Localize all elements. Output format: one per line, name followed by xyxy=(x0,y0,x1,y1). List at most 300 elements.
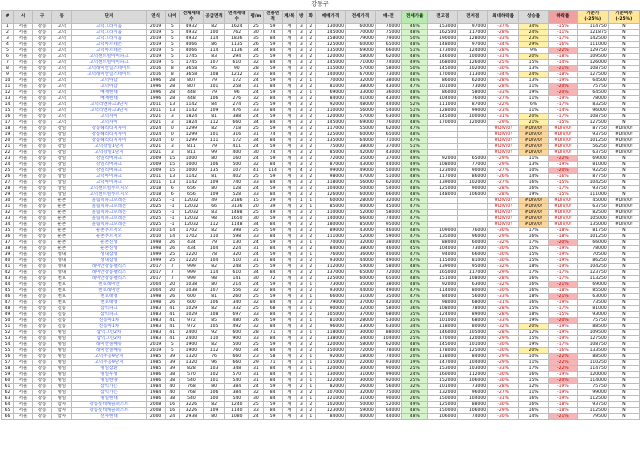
table-cell[interactable]: N xyxy=(608,384,639,390)
table-cell[interactable]: 32 xyxy=(249,324,263,330)
table-cell[interactable]: 47% xyxy=(402,294,428,300)
table-cell[interactable]: -29% xyxy=(488,354,519,360)
table-cell[interactable]: -19% xyxy=(549,78,578,84)
table-cell[interactable]: -21% xyxy=(549,294,578,300)
table-cell[interactable]: 강동 xyxy=(33,324,52,330)
table-cell[interactable]: 1140 xyxy=(225,408,249,414)
table-cell[interactable]: 3 xyxy=(297,30,307,36)
table-cell[interactable]: -15% xyxy=(549,192,578,198)
table-cell[interactable]: 102000 xyxy=(458,180,488,186)
table-cell[interactable]: 2 xyxy=(306,192,316,198)
table-cell[interactable]: 강일 xyxy=(52,150,72,156)
table-cell[interactable]: 1999 xyxy=(146,252,165,258)
table-cell[interactable]: 2 xyxy=(306,144,316,150)
table-cell[interactable]: 132000 xyxy=(428,390,458,396)
table-cell[interactable]: 삼익가든 xyxy=(72,390,146,396)
table-cell[interactable]: 서울 xyxy=(13,198,32,204)
table-cell[interactable]: N xyxy=(608,90,639,96)
table-cell[interactable]: 32 xyxy=(249,300,263,306)
table-cell[interactable]: 49000 xyxy=(375,258,401,264)
table-cell[interactable]: 암사 xyxy=(52,408,72,414)
table-cell[interactable]: 강동 xyxy=(33,60,52,66)
table-cell[interactable]: 강일 xyxy=(52,144,72,150)
table-cell[interactable]: 계 xyxy=(282,306,296,312)
table-cell[interactable]: 84 xyxy=(263,108,282,114)
table-cell[interactable]: 59 xyxy=(263,144,282,150)
table-cell[interactable]: 52000 xyxy=(345,210,375,216)
table-cell[interactable]: 16% xyxy=(519,408,549,414)
table-cell[interactable]: 3658 xyxy=(179,72,203,78)
table-cell[interactable]: 107 xyxy=(225,168,249,174)
table-cell[interactable]: 148000 xyxy=(428,42,458,48)
table-cell[interactable]: 계 xyxy=(282,234,296,240)
table-cell[interactable]: 2016 xyxy=(146,72,165,78)
column-header[interactable]: 하락률 xyxy=(549,11,578,24)
table-cell[interactable]: 16% xyxy=(519,372,549,378)
table-cell[interactable]: 54000 xyxy=(345,264,375,270)
table-cell[interactable]: 125000 xyxy=(428,186,458,192)
table-cell[interactable]: 강동 xyxy=(33,66,52,72)
table-cell[interactable]: 17 xyxy=(2,120,14,126)
table-cell[interactable]: 2009 xyxy=(146,168,165,174)
table-cell[interactable]: -1 xyxy=(165,204,179,210)
table-cell[interactable]: N xyxy=(608,390,639,396)
table-cell[interactable]: 19% xyxy=(519,342,549,348)
table-cell[interactable]: 110000 xyxy=(316,108,346,114)
table-cell[interactable]: 47% xyxy=(402,126,428,132)
table-cell[interactable]: 35% xyxy=(402,318,428,324)
table-cell[interactable]: 47% xyxy=(402,270,428,276)
table-cell[interactable]: 강동 xyxy=(33,168,52,174)
table-cell[interactable]: 65000 xyxy=(375,276,401,282)
table-cell[interactable]: 59 xyxy=(263,216,282,222)
table-cell[interactable]: 62000 xyxy=(375,180,401,186)
table-cell[interactable]: 158000 xyxy=(316,36,346,42)
table-cell[interactable]: 86 xyxy=(203,42,225,48)
table-cell[interactable]: 3 xyxy=(297,96,307,102)
table-cell[interactable]: 48000 xyxy=(345,102,375,108)
table-cell[interactable]: 84 xyxy=(263,84,282,90)
table-cell[interactable]: 3 xyxy=(297,222,307,228)
table-cell[interactable]: 78000 xyxy=(458,306,488,312)
table-cell[interactable]: 3 xyxy=(297,408,307,414)
table-cell[interactable]: N xyxy=(608,324,639,330)
table-cell[interactable]: -22% xyxy=(549,354,578,360)
table-cell[interactable]: #DIV/0! xyxy=(519,150,549,156)
table-cell[interactable]: 81000 xyxy=(577,306,608,312)
table-cell[interactable]: 84 xyxy=(203,102,225,108)
table-cell[interactable]: 19% xyxy=(519,90,549,96)
table-cell[interactable]: 성내삼성 xyxy=(72,258,146,264)
table-cell[interactable]: 서울 xyxy=(13,90,32,96)
table-cell[interactable]: 2009 xyxy=(146,156,165,162)
table-cell[interactable]: 10% xyxy=(519,168,549,174)
table-cell[interactable]: 1998 xyxy=(146,300,165,306)
table-cell[interactable]: -17% xyxy=(549,276,578,282)
table-cell[interactable]: 52000 xyxy=(345,234,375,240)
table-cell[interactable]: 73000 xyxy=(375,72,401,78)
table-cell[interactable]: 강동 xyxy=(33,150,52,156)
table-cell[interactable]: 2 xyxy=(306,210,316,216)
table-cell[interactable]: 45% xyxy=(402,246,428,252)
table-cell[interactable]: 41 xyxy=(165,306,179,312)
table-cell[interactable]: 84 xyxy=(263,396,282,402)
table-cell[interactable]: 84 xyxy=(263,348,282,354)
table-cell[interactable]: 계 xyxy=(282,324,296,330)
table-cell[interactable]: N xyxy=(608,102,639,108)
table-cell[interactable]: 2 xyxy=(306,258,316,264)
table-cell[interactable]: 서울 xyxy=(13,288,32,294)
table-cell[interactable]: 660 xyxy=(225,354,249,360)
table-cell[interactable]: 153000 xyxy=(428,24,458,30)
table-cell[interactable]: 697 xyxy=(225,312,249,318)
table-cell[interactable]: #DIV/0! xyxy=(488,144,519,150)
table-cell[interactable]: #DIV/0! xyxy=(488,126,519,132)
table-cell[interactable]: 계 xyxy=(282,156,296,162)
table-cell[interactable]: 3 xyxy=(297,306,307,312)
table-cell[interactable]: 천호태영 xyxy=(72,300,146,306)
table-cell[interactable]: 41 xyxy=(165,318,179,324)
table-cell[interactable]: 139000 xyxy=(428,264,458,270)
table-cell[interactable]: 811 xyxy=(179,144,203,150)
table-cell[interactable]: 47% xyxy=(402,258,428,264)
table-cell[interactable]: 2004 xyxy=(146,282,165,288)
table-cell[interactable]: 63 xyxy=(2,396,14,402)
table-cell[interactable]: 48 xyxy=(2,306,14,312)
table-cell[interactable]: 39 xyxy=(165,354,179,360)
table-cell[interactable]: N xyxy=(608,66,639,72)
table-cell[interactable]: 강일리버파크 xyxy=(72,162,146,168)
table-cell[interactable]: 11% xyxy=(519,360,549,366)
table-cell[interactable]: 63000 xyxy=(375,324,401,330)
table-cell[interactable]: 계 xyxy=(282,228,296,234)
table-cell[interactable]: -18% xyxy=(549,234,578,240)
table-cell[interactable]: 계 xyxy=(282,384,296,390)
table-cell[interactable]: 2021 xyxy=(146,150,165,156)
table-cell[interactable]: 97000 xyxy=(458,24,488,30)
table-cell[interactable]: -1 xyxy=(165,198,179,204)
table-cell[interactable]: #DIV/0! xyxy=(519,198,549,204)
table-cell[interactable]: 56 xyxy=(2,354,14,360)
table-cell[interactable]: 111000 xyxy=(428,102,458,108)
table-cell[interactable]: 1996 xyxy=(146,90,165,96)
table-cell[interactable]: 서울 xyxy=(13,180,32,186)
table-cell[interactable]: -32% xyxy=(488,264,519,270)
table-cell[interactable]: 103 xyxy=(203,366,225,372)
table-cell[interactable]: 63000 xyxy=(375,114,401,120)
table-cell[interactable]: 76000 xyxy=(316,252,346,258)
table-cell[interactable]: 59000 xyxy=(375,234,401,240)
table-cell[interactable]: #DIV/0! xyxy=(549,126,578,132)
table-cell[interactable]: 85500 xyxy=(577,288,608,294)
table-cell[interactable]: 84 xyxy=(263,180,282,186)
table-cell[interactable]: 20% xyxy=(519,54,549,60)
table-cell[interactable]: 81750 xyxy=(577,228,608,234)
table-cell[interactable]: 3 xyxy=(297,138,307,144)
table-cell[interactable]: 500 xyxy=(225,342,249,348)
table-cell[interactable]: -21% xyxy=(549,282,578,288)
table-cell[interactable]: 1038 xyxy=(179,288,203,294)
table-cell[interactable]: 서울 xyxy=(13,342,32,348)
table-cell[interactable]: 152000 xyxy=(428,378,458,384)
table-cell[interactable]: 1299 xyxy=(179,132,203,138)
table-cell[interactable]: 1824 xyxy=(179,114,203,120)
table-cell[interactable]: 81000 xyxy=(458,258,488,264)
table-cell[interactable]: 서울 xyxy=(13,210,32,216)
table-cell[interactable]: 29 xyxy=(2,192,14,198)
table-cell[interactable]: 811 xyxy=(179,150,203,156)
table-cell[interactable]: 41 xyxy=(165,312,179,318)
table-cell[interactable]: 래미안강동팰리스 xyxy=(72,276,146,282)
table-cell[interactable]: N xyxy=(608,120,639,126)
table-cell[interactable]: 서울 xyxy=(13,276,32,282)
table-cell[interactable]: 41 xyxy=(165,324,179,330)
table-cell[interactable]: 33000 xyxy=(345,90,375,96)
table-cell[interactable]: 48% xyxy=(402,186,428,192)
table-cell[interactable]: 20% xyxy=(519,348,549,354)
table-cell[interactable]: 43000 xyxy=(375,84,401,90)
table-cell[interactable]: 3 xyxy=(297,324,307,330)
table-cell[interactable]: 11% xyxy=(519,108,549,114)
table-cell[interactable]: -27% xyxy=(488,180,519,186)
table-cell[interactable]: 2 xyxy=(306,312,316,318)
table-cell[interactable]: 44000 xyxy=(345,258,375,264)
table-cell[interactable]: 명일 xyxy=(52,396,72,402)
table-cell[interactable]: 7 xyxy=(165,264,179,270)
table-cell[interactable]: 105000 xyxy=(458,330,488,336)
table-cell[interactable]: 계 xyxy=(282,330,296,336)
table-cell[interactable]: 17% xyxy=(519,240,549,246)
table-cell[interactable]: 62000 xyxy=(458,78,488,84)
table-cell[interactable]: 강동 xyxy=(33,216,52,222)
table-cell[interactable]: 3 xyxy=(297,36,307,42)
table-cell[interactable]: 36000 xyxy=(375,90,401,96)
table-cell[interactable]: -15% xyxy=(549,312,578,318)
table-cell[interactable]: 56250 xyxy=(577,144,608,150)
table-cell[interactable]: 123000 xyxy=(316,408,346,414)
table-cell[interactable]: 16% xyxy=(519,180,549,186)
table-cell[interactable]: 83 xyxy=(203,54,225,60)
table-cell[interactable]: 97000 xyxy=(458,42,488,48)
table-cell[interactable]: 16 xyxy=(165,402,179,408)
table-cell[interactable]: 25% xyxy=(402,330,428,336)
table-cell[interactable]: 106000 xyxy=(458,408,488,414)
table-cell[interactable]: 강동 xyxy=(33,24,52,30)
table-cell[interactable]: 4 xyxy=(2,42,14,48)
table-cell[interactable]: 강일리버파크 xyxy=(72,156,146,162)
table-cell[interactable]: 480 xyxy=(225,318,249,324)
table-cell[interactable]: #DIV/0! xyxy=(608,216,639,222)
table-cell[interactable]: 강동 xyxy=(33,126,52,132)
table-cell[interactable]: N xyxy=(608,234,639,240)
table-cell[interactable]: 120000 xyxy=(316,342,346,348)
table-cell[interactable]: 82 xyxy=(203,402,225,408)
table-cell[interactable]: 58000 xyxy=(375,66,401,72)
table-cell[interactable]: 고덕 xyxy=(52,66,72,72)
table-cell[interactable]: 82 xyxy=(203,126,225,132)
table-cell[interactable]: 30000 xyxy=(345,330,375,336)
table-cell[interactable]: 20% xyxy=(402,354,428,360)
table-cell[interactable]: 69000 xyxy=(345,48,375,54)
table-cell[interactable]: -30% xyxy=(488,414,519,420)
table-cell[interactable]: 2016 xyxy=(146,66,165,72)
table-cell[interactable]: -27% xyxy=(488,96,519,102)
column-header[interactable]: 기준가(-25%) xyxy=(577,11,608,24)
table-cell[interactable]: 서울 xyxy=(13,84,32,90)
table-cell[interactable]: 2000 xyxy=(146,414,165,420)
table-cell[interactable]: 강동 xyxy=(33,90,52,96)
table-cell[interactable]: 316 xyxy=(225,132,249,138)
table-cell[interactable]: N xyxy=(608,306,639,312)
table-cell[interactable]: 656 xyxy=(179,186,203,192)
table-cell[interactable]: 둔촌 xyxy=(52,216,72,222)
table-cell[interactable]: -17% xyxy=(549,102,578,108)
table-cell[interactable]: 92000 xyxy=(428,156,458,162)
table-cell[interactable]: 2019 xyxy=(146,348,165,354)
table-cell[interactable]: 126000 xyxy=(316,192,346,198)
table-cell[interactable]: 계 xyxy=(282,366,296,372)
table-cell[interactable]: 75000 xyxy=(316,144,346,150)
table-cell[interactable]: 103000 xyxy=(458,366,488,372)
table-cell[interactable]: 1983 xyxy=(146,312,165,318)
table-cell[interactable]: 133500 xyxy=(577,348,608,354)
table-cell[interactable]: 126000 xyxy=(458,60,488,66)
table-cell[interactable]: 41000 xyxy=(345,96,375,102)
table-cell[interactable]: 3 xyxy=(297,102,307,108)
table-cell[interactable]: 2 xyxy=(306,408,316,414)
table-cell[interactable]: 80 xyxy=(203,414,225,420)
table-cell[interactable]: 59000 xyxy=(345,408,375,414)
table-cell[interactable]: 112000 xyxy=(458,372,488,378)
table-cell[interactable]: 76000 xyxy=(458,96,488,102)
table-cell[interactable]: 25 xyxy=(249,294,263,300)
table-cell[interactable]: 강동 xyxy=(33,366,52,372)
table-cell[interactable]: 3226 xyxy=(179,408,203,414)
table-cell[interactable]: 고덕아르테온 xyxy=(72,48,146,54)
table-cell[interactable]: 59 xyxy=(263,54,282,60)
table-cell[interactable]: 고덕아남 xyxy=(72,84,146,90)
table-cell[interactable]: 둔촌 xyxy=(52,198,72,204)
table-cell[interactable]: 2 xyxy=(306,186,316,192)
table-cell[interactable]: 84000 xyxy=(428,294,458,300)
table-cell[interactable]: 82 xyxy=(203,264,225,270)
table-cell[interactable]: 1 xyxy=(2,24,14,30)
table-cell[interactable]: 1 xyxy=(306,240,316,246)
table-cell[interactable]: 1 xyxy=(306,378,316,384)
table-cell[interactable]: 32 xyxy=(249,60,263,66)
table-cell[interactable]: 강동 xyxy=(33,378,52,384)
table-cell[interactable]: 25 xyxy=(249,54,263,60)
table-cell[interactable]: 1 xyxy=(306,198,316,204)
table-cell[interactable]: 34% xyxy=(402,324,428,330)
table-cell[interactable]: N xyxy=(608,252,639,258)
table-cell[interactable]: N xyxy=(608,162,639,168)
table-cell[interactable]: 계 xyxy=(282,408,296,414)
table-cell[interactable]: 3226 xyxy=(179,402,203,408)
table-cell[interactable]: 53 xyxy=(2,336,14,342)
table-cell[interactable]: N xyxy=(608,192,639,198)
table-cell[interactable]: 강동 xyxy=(33,204,52,210)
table-cell[interactable]: 31000 xyxy=(345,294,375,300)
table-cell[interactable]: 강동헤리티지자이 xyxy=(72,132,146,138)
table-cell[interactable]: 강동 xyxy=(33,162,52,168)
table-cell[interactable]: 48% xyxy=(402,414,428,420)
table-cell[interactable]: 46% xyxy=(402,78,428,84)
table-cell[interactable]: -30% xyxy=(488,246,519,252)
table-cell[interactable]: 120000 xyxy=(316,114,346,120)
table-cell[interactable]: -23% xyxy=(488,108,519,114)
table-cell[interactable]: -28% xyxy=(488,30,519,36)
column-header[interactable]: 상승률 xyxy=(519,11,549,24)
table-cell[interactable]: 56000 xyxy=(458,294,488,300)
table-cell[interactable]: #DIV/0! xyxy=(608,150,639,156)
table-cell[interactable]: 44000 xyxy=(345,288,375,294)
table-cell[interactable]: -27% xyxy=(488,168,519,174)
table-cell[interactable]: 66000 xyxy=(577,240,608,246)
column-header[interactable]: # xyxy=(2,11,14,24)
table-cell[interactable]: 77000 xyxy=(458,162,488,168)
table-cell[interactable]: 둔촌 xyxy=(52,222,72,228)
table-cell[interactable]: 109 xyxy=(203,192,225,198)
table-cell[interactable]: 2025 xyxy=(146,216,165,222)
table-cell[interactable]: -33% xyxy=(488,366,519,372)
table-cell[interactable]: 2025 xyxy=(146,210,165,216)
table-cell[interactable]: 12032 xyxy=(179,216,203,222)
table-cell[interactable]: 148000 xyxy=(428,192,458,198)
table-cell[interactable]: 상일 xyxy=(52,174,72,180)
table-cell[interactable]: 삼익그린2차 xyxy=(72,330,146,336)
table-cell[interactable]: 84 xyxy=(263,408,282,414)
table-cell[interactable]: 101000 xyxy=(428,318,458,324)
table-cell[interactable]: 계 xyxy=(282,132,296,138)
table-cell[interactable]: 11% xyxy=(519,156,549,162)
table-cell[interactable]: 2 xyxy=(297,354,307,360)
table-cell[interactable]: 2186 xyxy=(225,198,249,204)
table-cell[interactable]: 49 xyxy=(2,312,14,318)
table-cell[interactable]: 서울 xyxy=(13,402,32,408)
table-cell[interactable]: 146000 xyxy=(428,330,458,336)
table-cell[interactable]: 15% xyxy=(519,258,549,264)
table-cell[interactable]: -34% xyxy=(488,72,519,78)
table-cell[interactable]: 84000 xyxy=(316,246,346,252)
table-cell[interactable]: 610 xyxy=(225,270,249,276)
table-cell[interactable]: 3 xyxy=(297,84,307,90)
table-cell[interactable]: 3 xyxy=(297,144,307,150)
table-cell[interactable]: -30% xyxy=(488,258,519,264)
table-cell[interactable]: 고덕래미안힐스테이트 xyxy=(72,66,146,72)
table-cell[interactable]: 2 xyxy=(306,30,316,36)
table-cell[interactable]: 3 xyxy=(297,366,307,372)
table-cell[interactable]: 59 xyxy=(263,24,282,30)
table-cell[interactable]: 59 xyxy=(263,102,282,108)
table-cell[interactable]: 117000 xyxy=(458,270,488,276)
table-cell[interactable]: #DIV/0! xyxy=(488,132,519,138)
table-cell[interactable]: #DIV/0! xyxy=(608,132,639,138)
table-cell[interactable]: 66000 xyxy=(375,192,401,198)
table-cell[interactable]: 60000 xyxy=(316,198,346,204)
table-cell[interactable]: 73000 xyxy=(458,384,488,390)
table-cell[interactable]: 48% xyxy=(402,120,428,126)
table-cell[interactable]: 고덕아이파크 xyxy=(72,174,146,180)
table-cell[interactable]: 39 xyxy=(165,366,179,372)
table-cell[interactable]: 7 xyxy=(165,270,179,276)
table-cell[interactable]: 천호태영 xyxy=(72,294,146,300)
table-cell[interactable]: 30 xyxy=(249,396,263,402)
table-cell[interactable]: #DIV/0! xyxy=(488,216,519,222)
table-cell[interactable]: 66000 xyxy=(458,252,488,258)
table-cell[interactable]: N xyxy=(608,408,639,414)
table-cell[interactable]: 59 xyxy=(263,282,282,288)
